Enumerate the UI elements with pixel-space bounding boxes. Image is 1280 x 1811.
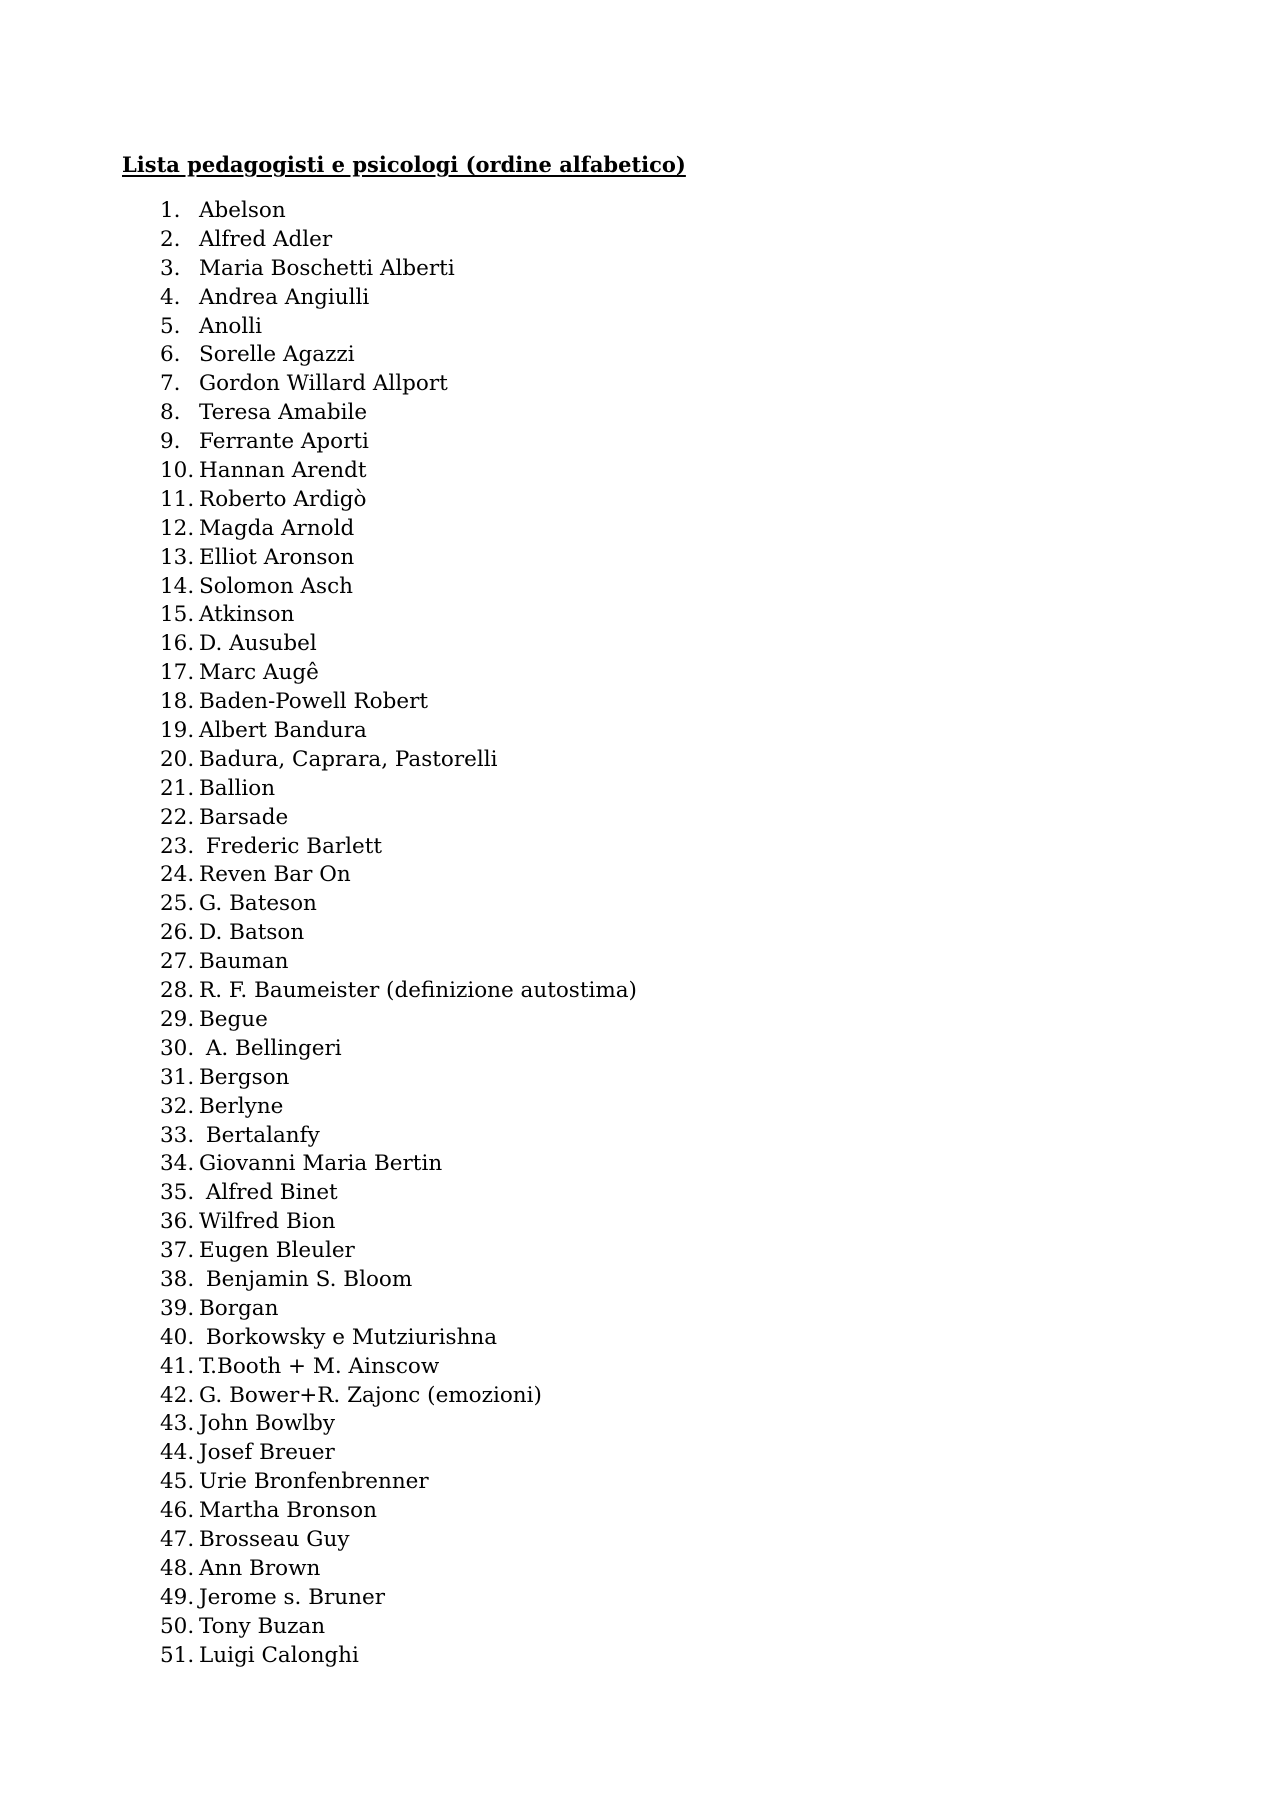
list-item bbox=[160, 1237, 637, 1266]
list-item-number: 41. bbox=[160, 1353, 195, 1379]
list-item bbox=[160, 1122, 637, 1151]
list-item-number: 21. bbox=[160, 775, 195, 801]
list-item-number: 24. bbox=[160, 862, 195, 888]
list-item bbox=[160, 573, 637, 602]
list-item-number: 29. bbox=[160, 1006, 195, 1032]
list-item bbox=[160, 1324, 637, 1353]
list-item-number: 2. bbox=[160, 226, 181, 252]
list-item bbox=[160, 919, 637, 948]
list-item-number: 36. bbox=[160, 1209, 195, 1235]
list-item-number: 23. bbox=[160, 833, 195, 859]
list-item-name: Albert Bandura bbox=[199, 718, 367, 744]
list-item bbox=[160, 284, 637, 313]
list-item-number: 18. bbox=[160, 689, 195, 715]
list-item-name: Begue bbox=[199, 1006, 268, 1032]
list-item bbox=[160, 1035, 637, 1064]
list-item-number: 45. bbox=[160, 1469, 195, 1495]
list-item-number: 5. bbox=[160, 313, 181, 339]
list-item-name: Solomon Asch bbox=[199, 573, 353, 599]
list-item-name: Martha Bronson bbox=[199, 1498, 377, 1524]
list-item bbox=[160, 1613, 637, 1642]
list-item-name: Reven Bar On bbox=[199, 862, 351, 888]
list-item-name: Alfred Adler bbox=[199, 226, 333, 252]
list-item-name: Hannan Arendt bbox=[199, 458, 367, 484]
list-item bbox=[160, 1006, 637, 1035]
list-item-name: Frederic Barlett bbox=[199, 833, 383, 859]
list-item-number: 39. bbox=[160, 1295, 195, 1321]
list-item bbox=[160, 1150, 637, 1179]
list-item-number: 50. bbox=[160, 1613, 195, 1639]
list-item bbox=[160, 1353, 637, 1382]
list-item-name: Berlyne bbox=[199, 1093, 284, 1119]
list-item bbox=[160, 313, 637, 342]
list-item-name: Borgan bbox=[199, 1295, 279, 1321]
list-item bbox=[160, 630, 637, 659]
list-item bbox=[160, 1468, 637, 1497]
list-item-name: Marc Augê bbox=[199, 660, 319, 686]
list-item bbox=[160, 457, 637, 486]
list-item-name: Andrea Angiulli bbox=[199, 284, 370, 310]
list-item-number: 25. bbox=[160, 891, 195, 917]
list-item-number: 31. bbox=[160, 1064, 195, 1090]
list-item bbox=[160, 370, 637, 399]
list-item-number: 7. bbox=[160, 371, 181, 397]
list-item-number: 8. bbox=[160, 400, 181, 426]
names-list bbox=[160, 197, 637, 1670]
list-item-name: Bertalanfy bbox=[199, 1122, 320, 1148]
list-item-name: Anolli bbox=[199, 313, 262, 339]
list-item-number: 43. bbox=[160, 1411, 195, 1437]
list-item-name: Teresa Amabile bbox=[199, 400, 368, 426]
list-item-number: 33. bbox=[160, 1122, 195, 1148]
list-item-number: 35. bbox=[160, 1180, 195, 1206]
list-item-name: John Bowlby bbox=[199, 1411, 336, 1437]
document-title: Lista pedagogisti e psicologi (ordine alfabetico) bbox=[122, 152, 686, 177]
list-item bbox=[160, 1179, 637, 1208]
list-item-name: Sorelle Agazzi bbox=[199, 342, 355, 368]
list-item-number: 46. bbox=[160, 1498, 195, 1524]
list-item bbox=[160, 1093, 637, 1122]
list-item-number: 12. bbox=[160, 515, 195, 541]
list-item bbox=[160, 861, 637, 890]
list-item-name: D. Batson bbox=[199, 920, 305, 946]
list-item-name: Barsade bbox=[199, 804, 289, 830]
list-item bbox=[160, 1555, 637, 1584]
list-item-name: Giovanni Maria Bertin bbox=[199, 1151, 443, 1177]
list-item bbox=[160, 1439, 637, 1468]
list-item-number: 27. bbox=[160, 949, 195, 975]
list-item-name: T.Booth + M. Ainscow bbox=[199, 1353, 440, 1379]
list-item bbox=[160, 1266, 637, 1295]
list-item-name: Baden-Powell Robert bbox=[199, 689, 429, 715]
list-item-number: 16. bbox=[160, 631, 195, 657]
list-item-number: 4. bbox=[160, 284, 181, 310]
list-item-name: Magda Arnold bbox=[199, 515, 355, 541]
list-item-name: G. Bower+R. Zajonc (emozioni) bbox=[199, 1382, 542, 1408]
list-item bbox=[160, 1526, 637, 1555]
list-item bbox=[160, 486, 637, 515]
list-item-number: 34. bbox=[160, 1151, 195, 1177]
list-item bbox=[160, 544, 637, 573]
list-item-name: Josef Breuer bbox=[199, 1440, 335, 1466]
list-item bbox=[160, 1295, 637, 1324]
list-item-number: 38. bbox=[160, 1266, 195, 1292]
list-item-name: D. Ausubel bbox=[199, 631, 317, 657]
list-item-name: Luigi Calonghi bbox=[199, 1642, 359, 1668]
list-item-name: Ferrante Aporti bbox=[199, 429, 369, 455]
list-item-name: Badura, Caprara, Pastorelli bbox=[199, 746, 498, 772]
list-item-number: 26. bbox=[160, 920, 195, 946]
list-item bbox=[160, 659, 637, 688]
list-item-number: 22. bbox=[160, 804, 195, 830]
list-item-number: 3. bbox=[160, 255, 181, 281]
list-item-name: G. Bateson bbox=[199, 891, 317, 917]
list-item bbox=[160, 226, 637, 255]
list-item bbox=[160, 890, 637, 919]
list-item-name: R. F. Baumeister (definizione autostima) bbox=[199, 978, 637, 1004]
list-item-name: Bauman bbox=[199, 949, 289, 975]
list-item-number: 20. bbox=[160, 746, 195, 772]
list-item bbox=[160, 255, 637, 284]
list-item bbox=[160, 428, 637, 457]
list-item-number: 10. bbox=[160, 458, 195, 484]
list-item-name: Roberto Ardigò bbox=[199, 486, 367, 512]
list-item-number: 15. bbox=[160, 602, 195, 628]
list-item-name: Jerome s. Bruner bbox=[199, 1584, 385, 1610]
list-item bbox=[160, 775, 637, 804]
list-item-name: Borkowsky e Mutziurishna bbox=[199, 1324, 498, 1350]
list-item bbox=[160, 601, 637, 630]
list-item-number: 13. bbox=[160, 544, 195, 570]
list-item-number: 11. bbox=[160, 486, 195, 512]
list-item bbox=[160, 804, 637, 833]
list-item bbox=[160, 1382, 637, 1411]
list-item-name: Tony Buzan bbox=[199, 1613, 326, 1639]
list-item-name: Atkinson bbox=[199, 602, 295, 628]
list-item-number: 1. bbox=[160, 198, 181, 223]
list-item bbox=[160, 1584, 637, 1613]
list-item-number: 40. bbox=[160, 1324, 195, 1350]
list-item-number: 28. bbox=[160, 978, 195, 1004]
list-item bbox=[160, 717, 637, 746]
list-item bbox=[160, 1064, 637, 1093]
list-item-name: Urie Bronfenbrenner bbox=[199, 1469, 429, 1495]
list-item-name: Ann Brown bbox=[199, 1555, 321, 1581]
list-item-number: 48. bbox=[160, 1555, 195, 1581]
list-item-number: 17. bbox=[160, 660, 195, 686]
list-item-name: Abelson bbox=[199, 198, 286, 223]
list-item-number: 6. bbox=[160, 342, 181, 368]
list-item-number: 42. bbox=[160, 1382, 195, 1408]
list-item bbox=[160, 1497, 637, 1526]
list-item-name: Gordon Willard Allport bbox=[199, 371, 448, 397]
list-item-number: 19. bbox=[160, 718, 195, 744]
list-item-number: 44. bbox=[160, 1440, 195, 1466]
list-item-name: Wilfred Bion bbox=[199, 1209, 336, 1235]
list-item bbox=[160, 1208, 637, 1237]
list-item-name: Ballion bbox=[199, 775, 276, 801]
list-item bbox=[160, 688, 637, 717]
list-item bbox=[160, 1642, 637, 1671]
list-item bbox=[160, 746, 637, 775]
list-item bbox=[160, 515, 637, 544]
list-item-name: Maria Boschetti Alberti bbox=[199, 255, 455, 281]
list-item-number: 30. bbox=[160, 1035, 195, 1061]
list-item bbox=[160, 1410, 637, 1439]
list-item-number: 47. bbox=[160, 1526, 195, 1552]
list-item bbox=[160, 977, 637, 1006]
list-item-name: Eugen Bleuler bbox=[199, 1238, 355, 1264]
list-item-name: Benjamin S. Bloom bbox=[199, 1266, 413, 1292]
list-item-number: 14. bbox=[160, 573, 195, 599]
list-item-name: Alfred Binet bbox=[199, 1180, 338, 1206]
list-item bbox=[160, 399, 637, 428]
list-item-number: 49. bbox=[160, 1584, 195, 1610]
list-item bbox=[160, 948, 637, 977]
list-item bbox=[160, 197, 637, 226]
list-item bbox=[160, 833, 637, 862]
list-item-number: 9. bbox=[160, 429, 181, 455]
list-item-number: 32. bbox=[160, 1093, 195, 1119]
list-item-number: 51. bbox=[160, 1642, 195, 1668]
list-item-name: A. Bellingeri bbox=[199, 1035, 342, 1061]
list-item-name: Elliot Aronson bbox=[199, 544, 355, 570]
list-item-name: Brosseau Guy bbox=[199, 1526, 350, 1552]
list-item bbox=[160, 341, 637, 370]
list-item-name: Bergson bbox=[199, 1064, 290, 1090]
list-item-number: 37. bbox=[160, 1238, 195, 1264]
